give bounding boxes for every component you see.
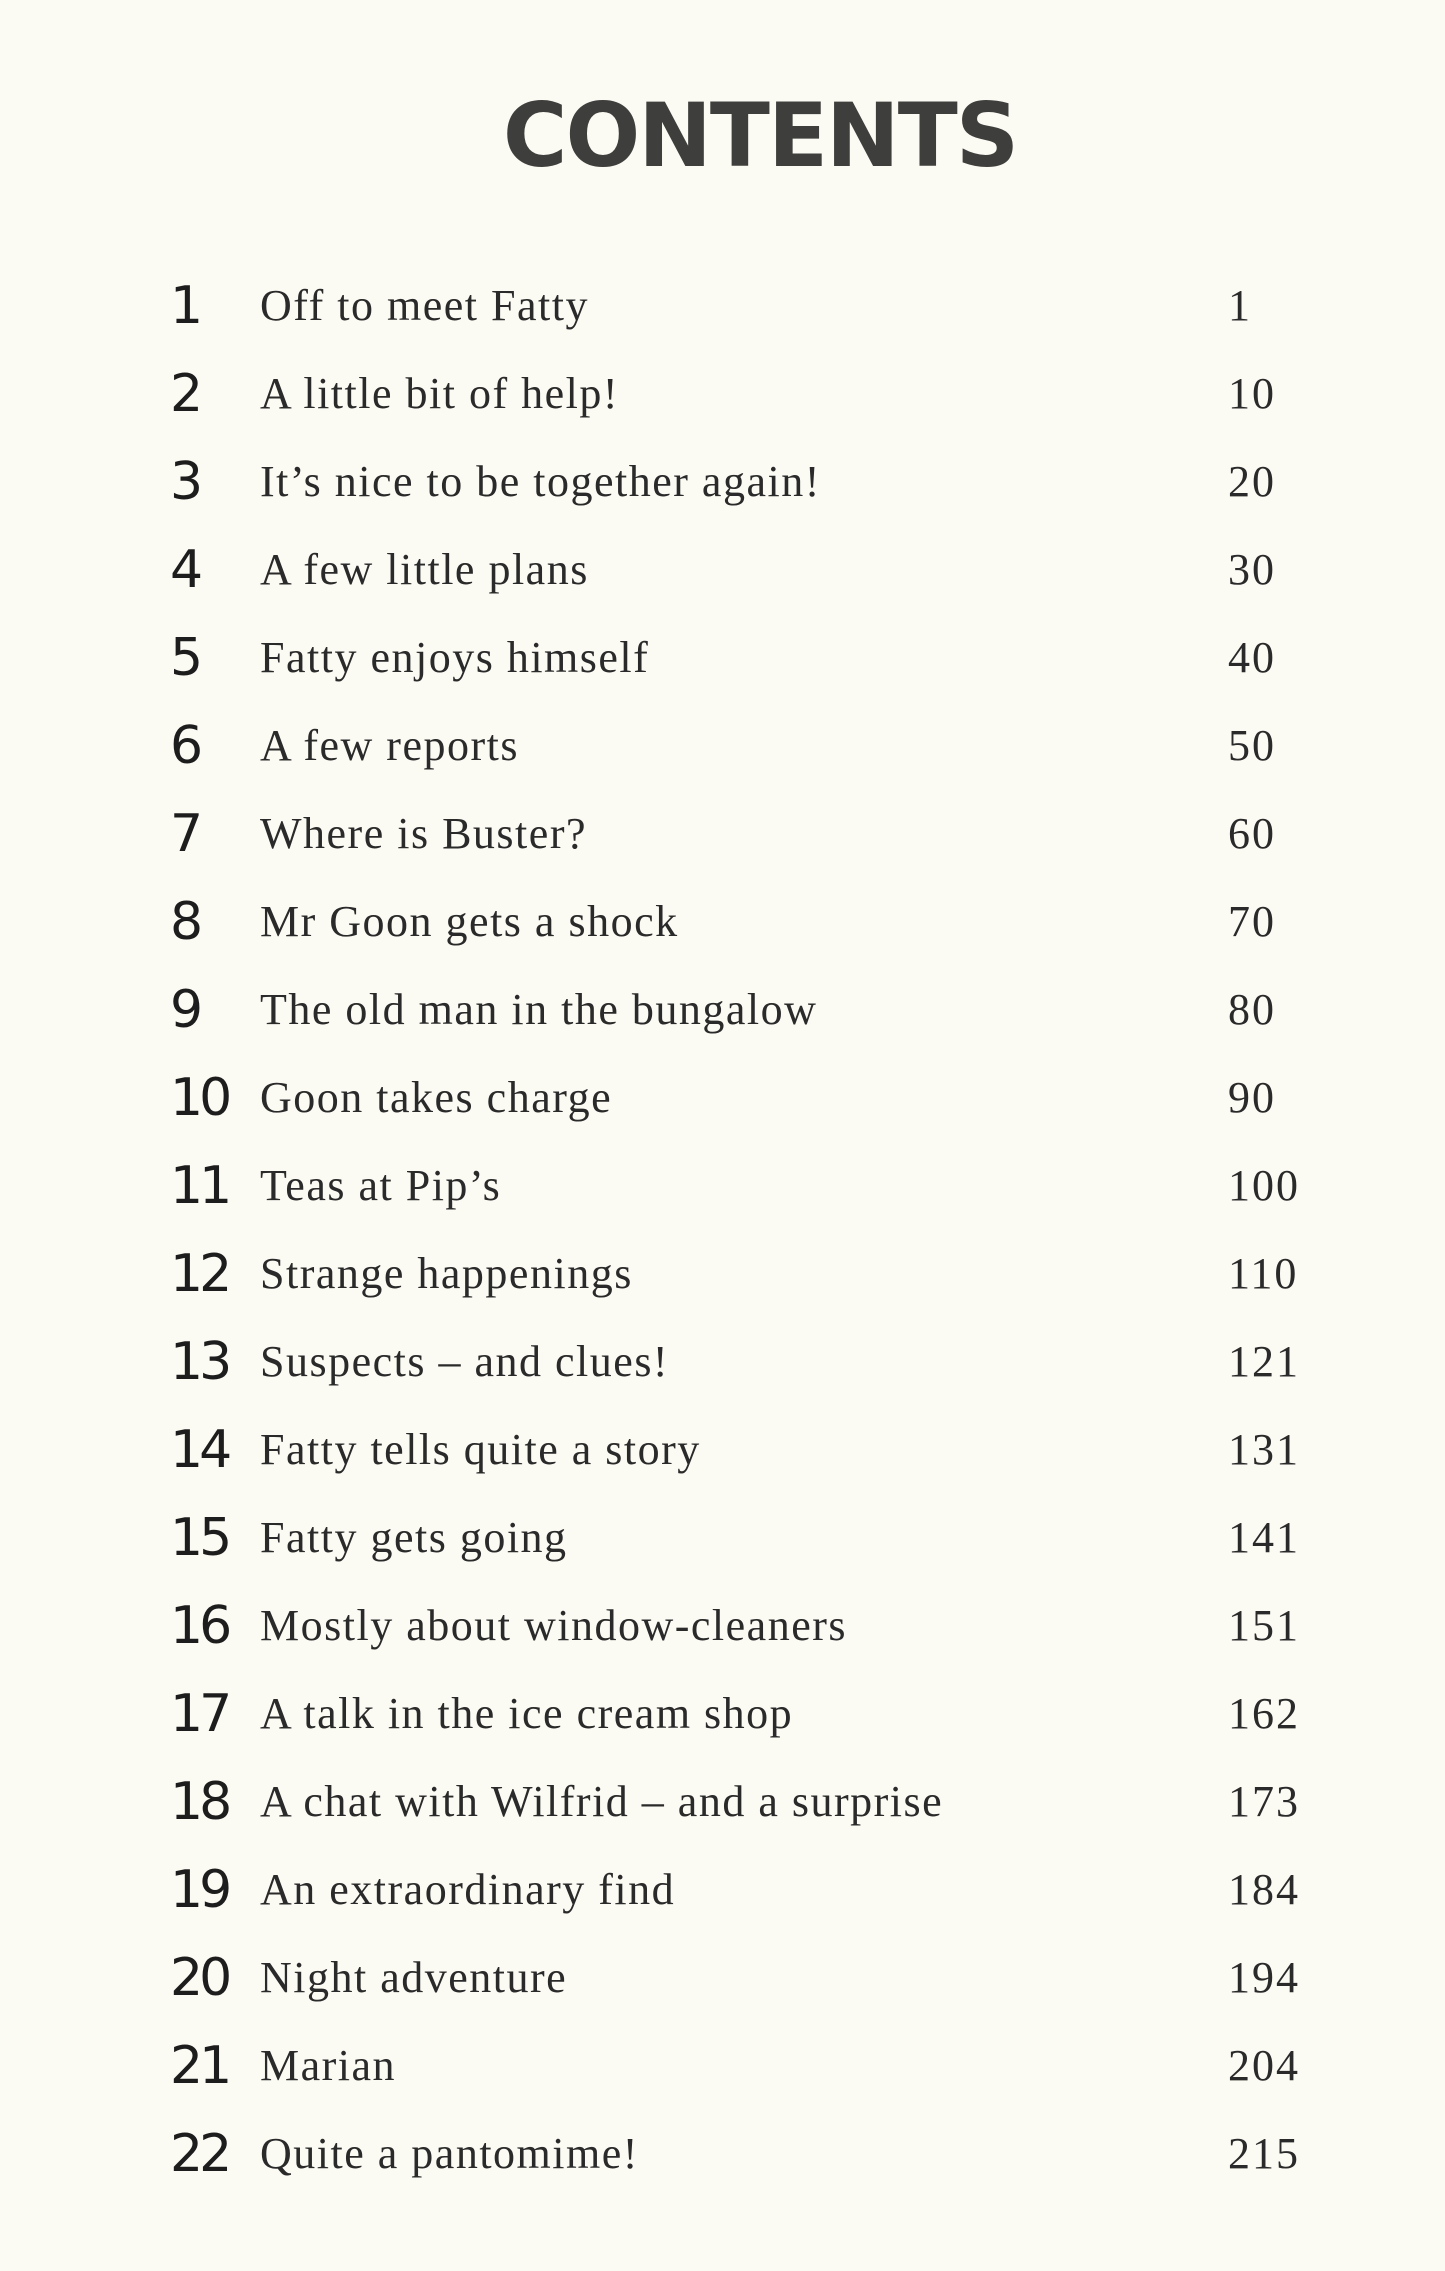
chapter-title: Mr Goon gets a shock [260, 897, 679, 946]
chapter-number: 8 [170, 892, 200, 952]
page-number: 215 [1228, 2129, 1300, 2178]
page-number: 151 [1228, 1601, 1300, 1650]
toc-entry [170, 2022, 1320, 2110]
chapter-title: A few reports [260, 721, 519, 770]
chapter-number: 21 [170, 2036, 229, 2096]
toc-entry [170, 1934, 1320, 2022]
toc-entry [170, 1670, 1320, 1758]
page-number: 194 [1228, 1953, 1300, 2002]
toc-entry [170, 1142, 1320, 1230]
chapter-title: Off to meet Fatty [260, 281, 589, 330]
toc-entry [170, 438, 1320, 526]
chapter-number: 17 [170, 1684, 229, 1744]
page-number: 100 [1228, 1161, 1300, 1210]
page-number: 184 [1228, 1865, 1300, 1914]
page-title: CONTENTS [502, 84, 1018, 187]
toc-entry [170, 1230, 1320, 1318]
chapter-title: Suspects – and clues! [260, 1337, 670, 1386]
toc-entry [170, 2110, 1320, 2198]
chapter-number: 11 [170, 1156, 229, 1216]
chapter-number: 7 [170, 804, 200, 864]
chapter-number: 16 [170, 1596, 229, 1656]
toc-entry [170, 790, 1320, 878]
chapter-title: Fatty gets going [260, 1513, 568, 1562]
toc-entry [170, 1494, 1320, 1582]
page-number: 173 [1228, 1777, 1300, 1826]
chapter-number: 10 [170, 1068, 229, 1128]
chapter-number: 13 [170, 1332, 229, 1392]
toc-entry [170, 702, 1320, 790]
toc-entry [170, 1846, 1320, 1934]
chapter-number: 9 [170, 980, 200, 1040]
toc-entry [170, 526, 1320, 614]
chapter-number: 4 [170, 540, 200, 600]
table-of-contents [170, 262, 1320, 2198]
toc-entry [170, 350, 1320, 438]
toc-entry [170, 614, 1320, 702]
chapter-title: Where is Buster? [260, 809, 587, 858]
chapter-title: Mostly about window-cleaners [260, 1601, 847, 1650]
chapter-number: 5 [170, 628, 200, 688]
page-number: 60 [1228, 809, 1276, 858]
page-number: 1 [1228, 281, 1252, 330]
page-number: 204 [1228, 2041, 1300, 2090]
chapter-title: Fatty enjoys himself [260, 633, 650, 682]
toc-entry [170, 262, 1320, 350]
toc-entry [170, 1582, 1320, 1670]
chapter-title: A little bit of help! [260, 369, 620, 418]
page-number: 50 [1228, 721, 1276, 770]
chapter-title: The old man in the bungalow [260, 985, 818, 1034]
page-number: 90 [1228, 1073, 1276, 1122]
page-number: 40 [1228, 633, 1276, 682]
chapter-title: A few little plans [260, 545, 589, 594]
chapter-title: A talk in the ice cream shop [260, 1689, 794, 1738]
chapter-title: A chat with Wilfrid – and a surprise [260, 1777, 944, 1826]
chapter-number: 20 [170, 1948, 229, 2008]
page-number: 141 [1228, 1513, 1300, 1562]
chapter-title: Quite a pantomime! [260, 2129, 639, 2178]
chapter-number: 15 [170, 1508, 229, 1568]
chapter-number: 6 [170, 716, 200, 776]
page-number: 131 [1228, 1425, 1300, 1474]
chapter-title: An extraordinary find [260, 1865, 676, 1914]
page-number: 20 [1228, 457, 1276, 506]
page-number: 110 [1228, 1249, 1299, 1298]
chapter-title: Strange happenings [260, 1249, 633, 1298]
chapter-number: 22 [170, 2124, 229, 2184]
chapter-title: Goon takes charge [260, 1073, 613, 1122]
page-number: 10 [1228, 369, 1276, 418]
chapter-number: 3 [170, 452, 200, 512]
chapter-number: 18 [170, 1772, 229, 1832]
toc-entry [170, 1758, 1320, 1846]
chapter-title: It’s nice to be together again! [260, 457, 821, 506]
page-number: 80 [1228, 985, 1276, 1034]
toc-entry [170, 966, 1320, 1054]
chapter-title: Marian [260, 2041, 397, 2090]
page-number: 121 [1228, 1337, 1300, 1386]
toc-entry [170, 1406, 1320, 1494]
toc-entry [170, 1054, 1320, 1142]
chapter-title: Teas at Pip’s [260, 1161, 502, 1210]
chapter-number: 1 [170, 276, 200, 336]
chapter-title: Fatty tells quite a story [260, 1425, 701, 1474]
chapter-number: 19 [170, 1860, 229, 1920]
page-number: 162 [1228, 1689, 1300, 1738]
chapter-number: 14 [170, 1420, 229, 1480]
toc-entry [170, 1318, 1320, 1406]
page-number: 30 [1228, 545, 1276, 594]
chapter-number: 2 [170, 364, 200, 424]
toc-entry [170, 878, 1320, 966]
chapter-title: Night adventure [260, 1953, 568, 2002]
chapter-number: 12 [170, 1244, 229, 1304]
page-number: 70 [1228, 897, 1276, 946]
